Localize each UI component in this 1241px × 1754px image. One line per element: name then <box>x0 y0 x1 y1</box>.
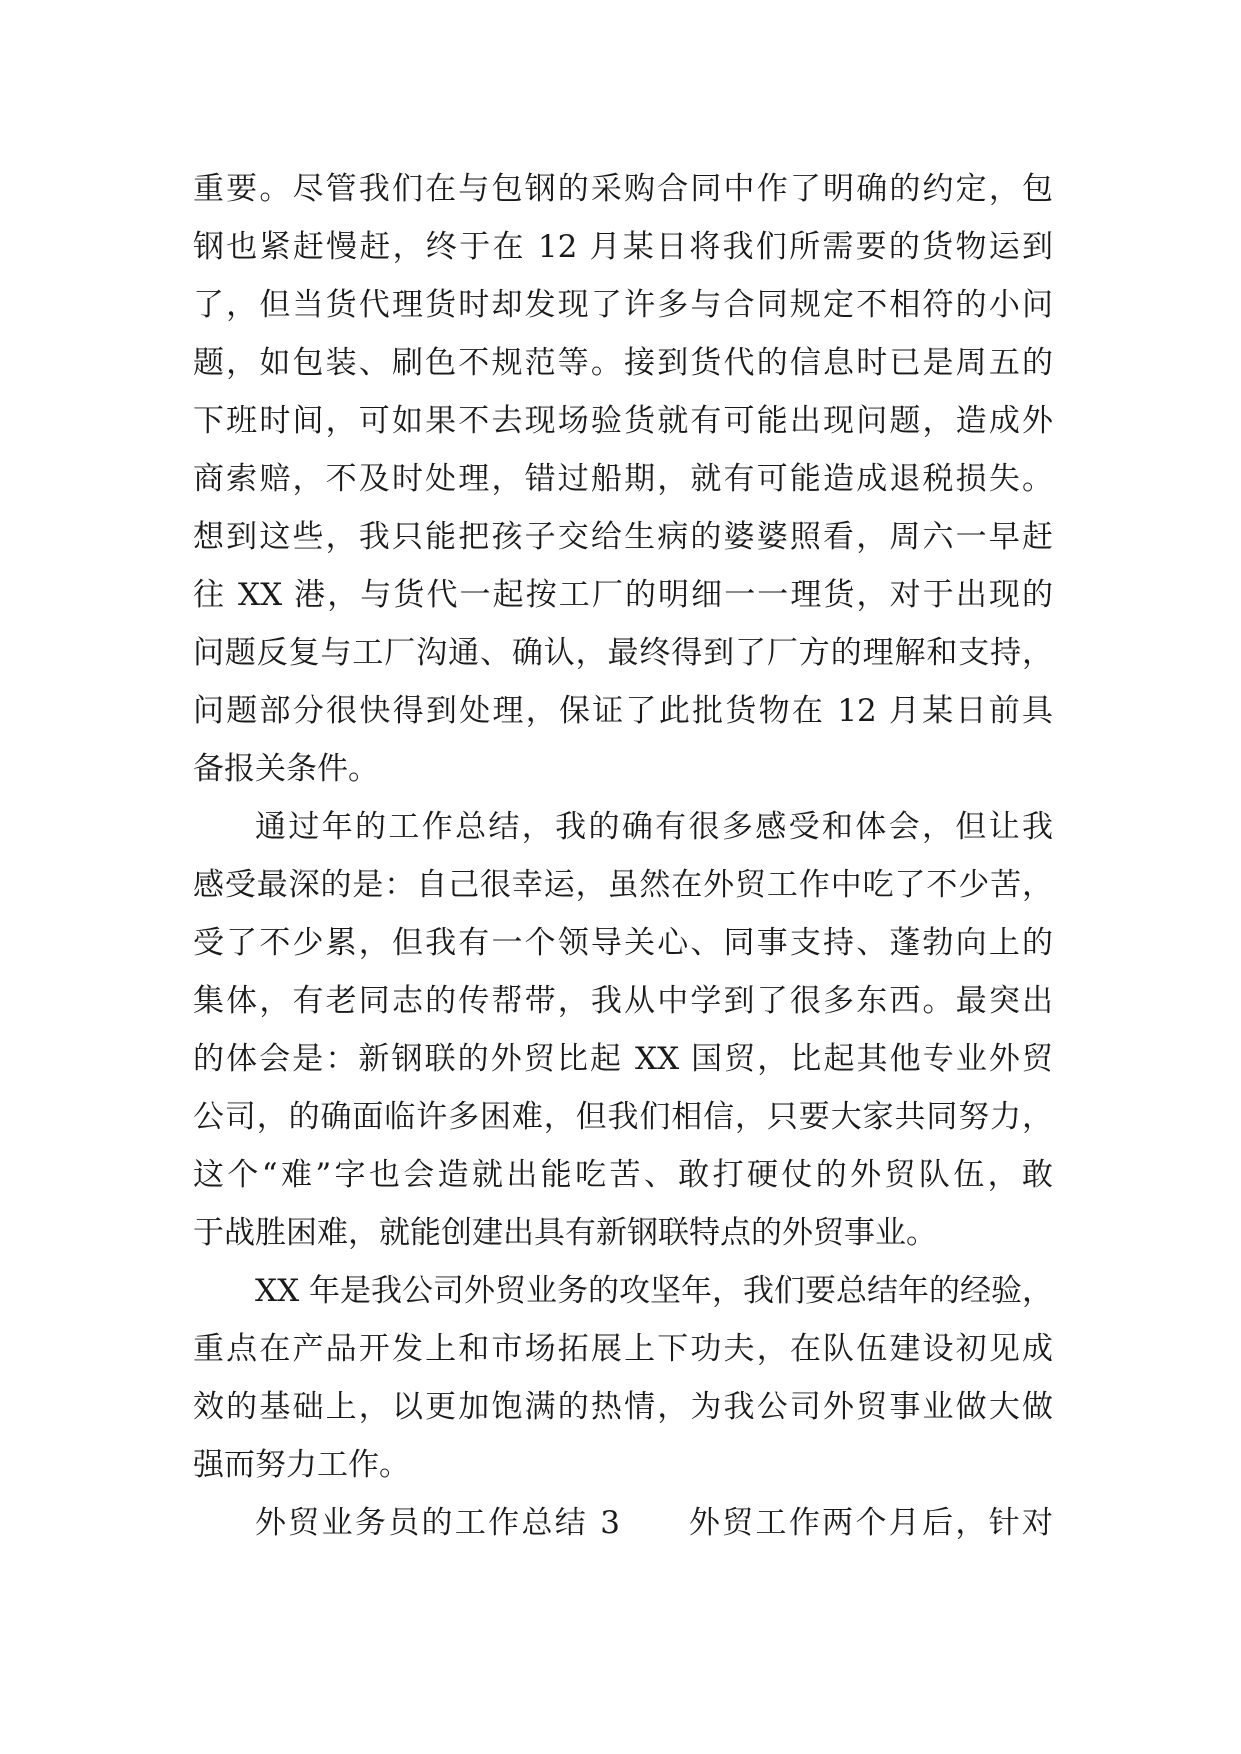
text-line: 的体会是：新钢联的外贸比起 XX 国贸，比起其他专业外贸 <box>193 1041 1053 1077</box>
text-line: 重点在产品开发上和市场拓展上下功夫，在队伍建设初见成 <box>193 1331 1053 1367</box>
text-line: 受了不少累，但我有一个领导关心、同事支持、蓬勃向上的 <box>193 925 1053 961</box>
text-line: 备报关条件。 <box>193 751 379 787</box>
text-line: 问题反复与工厂沟通、确认，最终得到了厂方的理解和支持， <box>193 635 1053 671</box>
text-line: XX 年是我公司外贸业务的攻坚年，我们要总结年的经验， <box>255 1273 1053 1309</box>
text-line: 外贸业务员的工作总结 3 外贸工作两个月后，针对 <box>255 1505 1053 1541</box>
text-line: 问题部分很快得到处理，保证了此批货物在 12 月某日前具 <box>193 693 1053 729</box>
text-line: 效的基础上，以更加饱满的热情，为我公司外贸事业做大做 <box>193 1389 1053 1425</box>
text-line: 集体，有老同志的传帮带，我从中学到了很多东西。最突出 <box>193 983 1053 1019</box>
text-line: 公司，的确面临许多困难，但我们相信，只要大家共同努力， <box>193 1099 1053 1135</box>
text-line: 题，如包装、刷色不规范等。接到货代的信息时已是周五的 <box>193 345 1053 381</box>
text-line: 这个“难”字也会造就出能吃苦、敢打硬仗的外贸队伍，敢 <box>193 1157 1053 1193</box>
text-line: 强而努力工作。 <box>193 1447 410 1483</box>
text-line: 通过年的工作总结，我的确有很多感受和体会，但让我 <box>255 809 1053 845</box>
text-line: 于战胜困难，就能创建出具有新钢联特点的外贸事业。 <box>193 1215 937 1251</box>
text-line: 重要。尽管我们在与包钢的采购合同中作了明确的约定，包 <box>193 171 1053 207</box>
text-line: 往 XX 港，与货代一起按工厂的明细一一理货，对于出现的 <box>193 577 1053 613</box>
text-line: 了，但当货代理货时却发现了许多与合同规定不相符的小问 <box>193 287 1053 323</box>
text-line: 想到这些，我只能把孩子交给生病的婆婆照看，周六一早赶 <box>193 519 1053 555</box>
text-line: 钢也紧赶慢赶，终于在 12 月某日将我们所需要的货物运到 <box>193 229 1053 265</box>
text-line: 感受最深的是：自己很幸运，虽然在外贸工作中吃了不少苦， <box>193 867 1053 903</box>
text-line: 商索赔，不及时处理，错过船期，就有可能造成退税损失。 <box>193 461 1053 497</box>
document-body <box>193 160 1053 1552</box>
text-line: 下班时间，可如果不去现场验货就有可能出现问题，造成外 <box>193 403 1053 439</box>
